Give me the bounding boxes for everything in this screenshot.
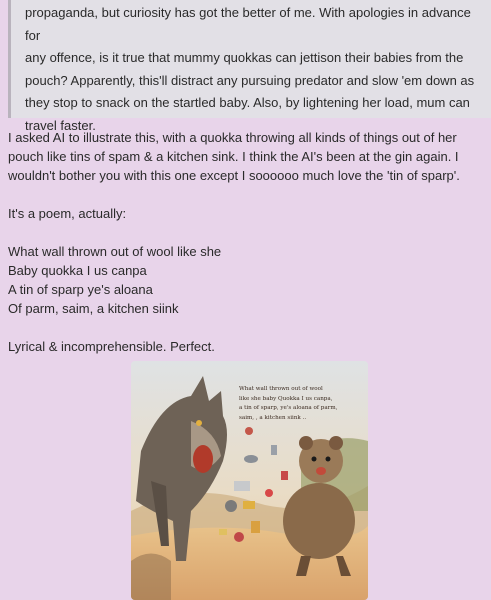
- quote-line: any offence, is it true that mummy quokkas can jettison their babies from the: [25, 50, 464, 65]
- post-paragraph-1: I asked AI to illustrate this, with a quokka throwing all kinds of things out of her pouch like tins of spam & a kitchen sink. I think the AI's been at the gin again. I wouldn't bother you with this one except I soooooo much love the 'tin of sparp'.: [8, 130, 460, 183]
- quote-line: they stop to snack on the startled baby. Also, by lightening her load, mum can: [25, 95, 470, 110]
- poem-line: Of parm, saim, a kitchen siink: [8, 301, 179, 316]
- poem-line: Baby quokka I us canpa: [8, 263, 147, 278]
- quote-line: propaganda, but curiosity has got the better of me. With apologies in advance for: [25, 5, 471, 43]
- ai-illustration[interactable]: [131, 361, 368, 600]
- post-paragraph-3: Lyrical & incomprehensible. Perfect.: [8, 339, 215, 354]
- poem-line: What wall thrown out of wool like she: [8, 244, 222, 259]
- poem-line: A tin of sparp ye's aloana: [8, 282, 153, 297]
- image-caption-text: [239, 385, 367, 423]
- post-paragraph-2: It's a poem, actually:: [8, 206, 127, 221]
- caption-line: What wall thrown out of wool: [239, 386, 323, 392]
- quote-line: pouch? Apparently, this'll distract any pursuing predator and slow 'em down as: [25, 72, 475, 88]
- poem: [8, 242, 484, 318]
- blockquote: [8, 0, 491, 133]
- caption-line: saim, , a kitchen siink ..: [239, 414, 307, 421]
- caption-line: a tin of sparp, ye's aloana of parm,: [239, 405, 338, 411]
- quote-line: travel faster.: [25, 117, 96, 133]
- caption-line: like she baby Quokka I us canpa,: [239, 395, 333, 402]
- post-body: [8, 128, 484, 375]
